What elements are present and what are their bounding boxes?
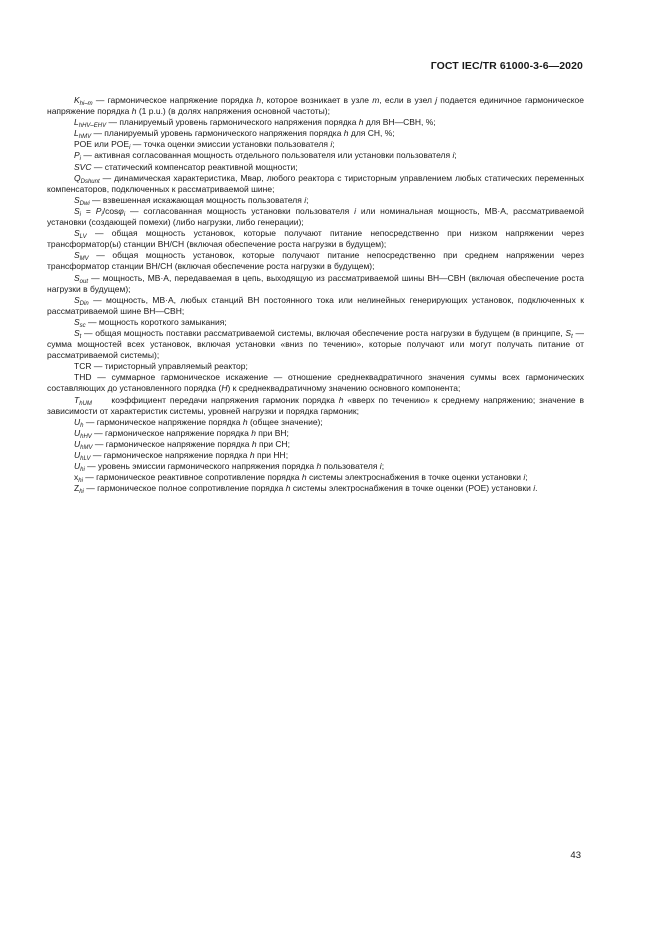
definition-item bbox=[47, 150, 584, 161]
definition-symbol: $U_{hLV}$ bbox=[74, 450, 91, 462]
definition-text: — гармоническое напряжение порядка h при ВН; bbox=[91, 427, 289, 438]
definition-item bbox=[47, 228, 584, 250]
definition-text: — гармоническое напряжение порядка h при НН; bbox=[90, 450, 289, 460]
definition-text: — гармоническое полное сопротивление порядка h системы электроснабжения в точке оценки (POE) установки i. bbox=[83, 483, 538, 494]
definition-text: коэффициент передачи напряжения гармоник порядка h «вверх по течению» к среднему напряжению; значение в зависимости от характеристик системы, уровней нагрузки и порядка гармоник; bbox=[47, 394, 584, 416]
definition-item bbox=[47, 128, 584, 139]
definition-item bbox=[47, 206, 584, 228]
definition-item bbox=[47, 295, 584, 317]
definition-item bbox=[47, 273, 584, 295]
definition-item bbox=[47, 328, 584, 361]
definitions-list bbox=[47, 95, 584, 494]
definition-symbol: $S_{Dwi}$ bbox=[74, 194, 90, 207]
page-number: 43 bbox=[570, 850, 581, 861]
definition-symbol: $L_{hMV}$ bbox=[74, 128, 92, 141]
definition-symbol: $S_t$ bbox=[74, 327, 82, 340]
definition-text: — динамическая характеристика, Мвар, любого реактора с тиристорным управлением любых статических переменных компенсаторов, подключенных к рассматриваемой шине; bbox=[47, 172, 584, 194]
definition-text: — гармоническое напряжение порядка h, которое возникает в узле m, если в узел j подается единичное гармоническое напряжение порядка h (1 p.u.) (в долях напряжения основной частоты); bbox=[47, 95, 584, 117]
definition-symbol: $S_{Din}$ bbox=[74, 294, 89, 307]
definition-symbol: $S_{LV}$ bbox=[74, 228, 87, 241]
definition-item bbox=[47, 361, 584, 372]
definition-item bbox=[47, 428, 584, 439]
definition-item bbox=[47, 483, 584, 494]
definition-symbol: THD bbox=[74, 372, 92, 383]
definition-symbol: $x_{hi}$ bbox=[74, 472, 83, 485]
definition-symbol: $S_i = P_i/\cos\varphi_i$ bbox=[74, 205, 126, 218]
definition-text: — согласованная мощность установки пользователя i или номинальная мощность, МВ·А, рассматриваемой установки (создающей помехи) (либо нагрузки, либо генерации); bbox=[47, 205, 585, 228]
definition-text: — уровень эмиссии гармонического напряжения порядка h пользователя i; bbox=[84, 461, 385, 472]
definition-text: — статический компенсатор реактивной мощности; bbox=[91, 161, 298, 172]
definition-item bbox=[47, 250, 584, 272]
definition-text: — мощность, МВ·А, передаваемая в цепь, выходящую из рассматриваемой шины ВН—СВН (включая обеспечение роста нагрузки в будущем); bbox=[47, 272, 584, 294]
definition-item bbox=[47, 317, 584, 328]
definition-item bbox=[47, 195, 584, 206]
definition-item bbox=[47, 439, 584, 450]
definition-symbol: $T_{hUM}$ bbox=[74, 394, 92, 407]
definition-text: — взвешенная искажающая мощность пользователя i; bbox=[89, 194, 309, 205]
definition-text: — мощность короткого замыкания; bbox=[85, 316, 227, 327]
definition-symbol: $S_{MV}$ bbox=[74, 250, 89, 263]
definition-item bbox=[47, 472, 584, 483]
definition-symbol: $L_{hHV-EHV}$ bbox=[74, 117, 107, 130]
definition-text: — общая мощность установок, которые получают питание непосредственно при среднем напряжении через трансформатор станции ВН/СН (включая обеспечение роста нагрузки в будущем); bbox=[47, 250, 584, 272]
definition-symbol: $U_{hMV}$ bbox=[74, 438, 93, 451]
definition-symbol: $S_{out}$ bbox=[74, 272, 89, 285]
definition-item bbox=[47, 173, 584, 195]
definition-symbol: $Z_{hi}$ bbox=[74, 483, 84, 496]
definition-text: — планируемый уровень гармонического напряжения порядка h для ВН—СВН, %; bbox=[106, 117, 436, 128]
definition-item bbox=[47, 117, 584, 128]
definition-item bbox=[47, 162, 584, 173]
definition-text: — общая мощность поставки рассматриваемой системы, включая обеспечение роста нагрузки в будущем (в принципе, $S_t$ — сумма мощностей всех установок, включая установки «вниз по течению», которые получают или могут получать питание от рассматриваемой системы); bbox=[47, 327, 584, 361]
definition-text: — суммарное гармоническое искажение — отношение среднеквадратичного значения суммы всех гармонических составляющих до установленного порядка (H) к среднеквадратичному значению основного компонента; bbox=[47, 372, 584, 394]
definition-symbol: POE или $POE_i$ bbox=[74, 139, 131, 152]
definition-text: — гармоническое напряжение порядка h (общее значение); bbox=[83, 416, 323, 427]
definition-symbol: TCR bbox=[74, 361, 92, 372]
definition-item bbox=[47, 139, 584, 150]
definition-item bbox=[47, 461, 584, 472]
definition-item bbox=[47, 95, 584, 117]
definition-symbol: $K_{hi-m}$ bbox=[74, 95, 93, 107]
definition-symbol: $U_{hHV}$ bbox=[74, 427, 92, 440]
definition-text: — гармоническое напряжение порядка h при СН; bbox=[92, 438, 291, 449]
definition-symbol: $U_{hi}$ bbox=[74, 461, 85, 474]
definition-symbol: $P_i$ bbox=[74, 150, 82, 163]
definition-item bbox=[47, 417, 584, 428]
definition-text: — гармоническое реактивное сопротивление порядка h системы электроснабжения в точке оценки установки i; bbox=[82, 472, 528, 483]
definition-text: — планируемый уровень гармонического напряжения порядка h для СН, %; bbox=[91, 128, 395, 139]
definition-text: — активная согласованная мощность отдельного пользователя или установки пользователя i; bbox=[81, 150, 457, 161]
definition-symbol: $S_{sc}$ bbox=[74, 316, 86, 329]
definition-item bbox=[47, 372, 584, 394]
definition-symbol: $U_h$ bbox=[74, 416, 84, 429]
definition-text: — тиристорный управляемый реактор; bbox=[91, 361, 248, 372]
definition-text: — мощность, МВ·А, любых станций ВН постоянного тока или нелинейных генерирующих установок, подключенных к рассматриваемой шине ВН—СВН; bbox=[47, 294, 584, 316]
definition-item bbox=[47, 395, 584, 417]
definition-text: — общая мощность установок, которые получают питание непосредственно при низком напряжении через трансформатор(ы) станции ВН/СН (включая обеспечение роста нагрузки в будущем); bbox=[47, 228, 584, 250]
definition-text: — точка оценки эмиссии установки пользователя i; bbox=[130, 139, 335, 150]
definition-symbol: SVC bbox=[74, 161, 92, 172]
document-code-header: ГОСТ IEC/TR 61000-3-6—2020 bbox=[430, 60, 583, 72]
definition-item bbox=[47, 450, 584, 461]
definition-symbol: $Q_{Dshunt}$ bbox=[74, 172, 100, 185]
